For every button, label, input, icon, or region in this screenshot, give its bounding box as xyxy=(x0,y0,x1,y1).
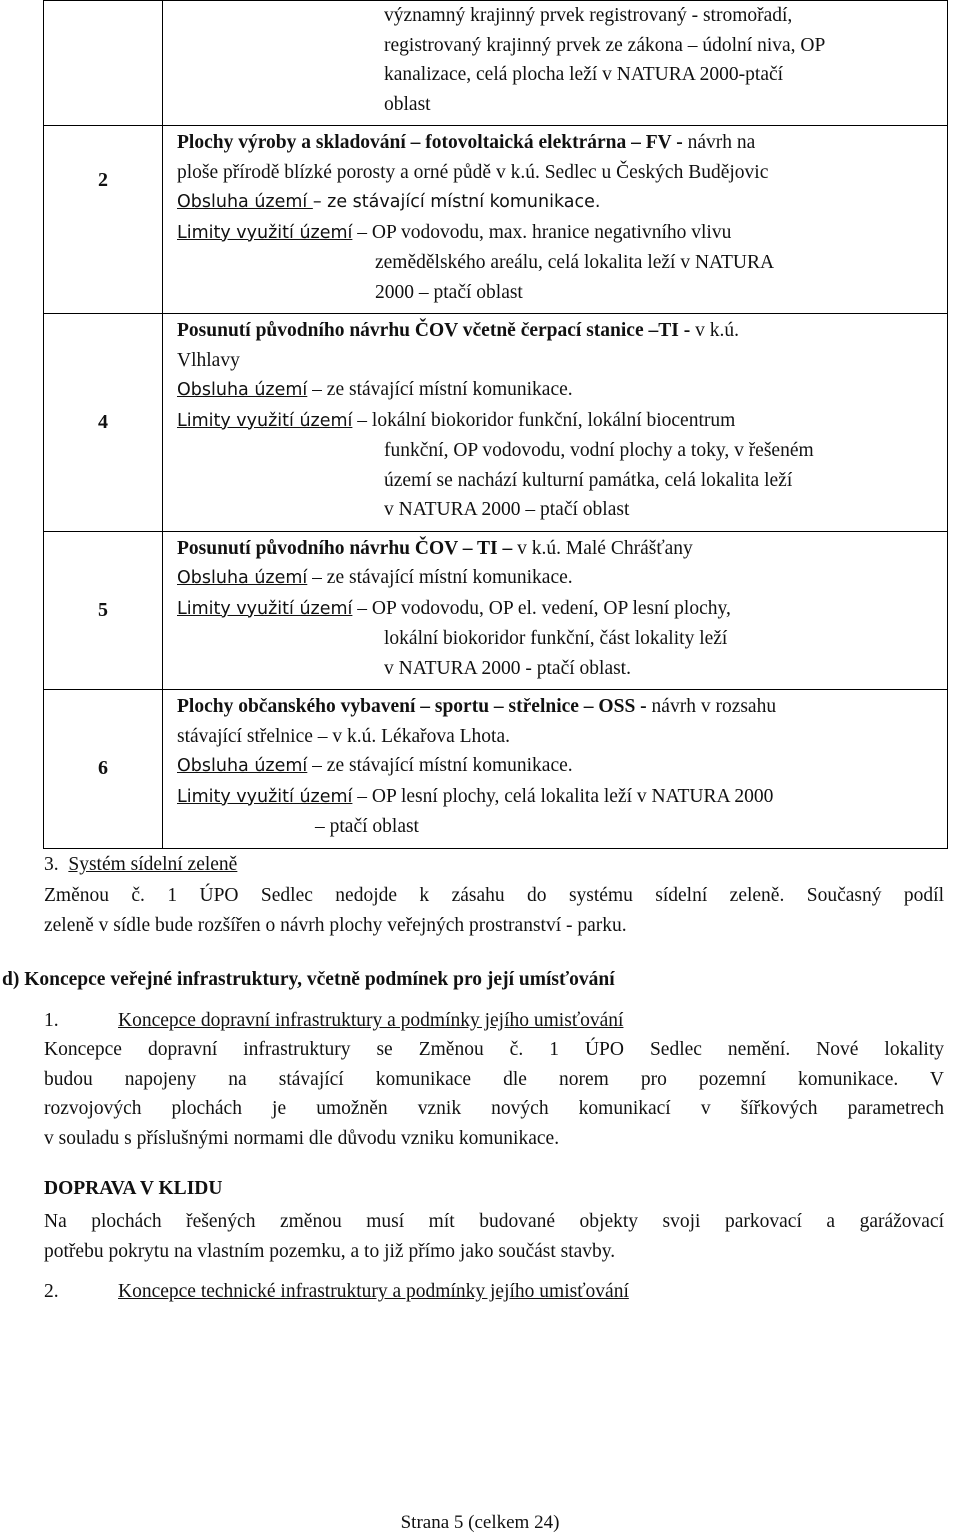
service-line: Obsluha území – ze stávající místní komunikace. xyxy=(177,379,573,400)
text-line: potřebu pokrytu na vlastním pozemku, a to již přímo jako součást stavby. xyxy=(44,1240,616,1262)
table-row xyxy=(44,690,948,849)
limits-line: Limity využití území – OP vodovodu, max. hranice negativního vlivu xyxy=(177,221,732,243)
table-row xyxy=(44,126,948,314)
table-row xyxy=(44,531,948,690)
row-number-cell: 4 xyxy=(44,314,163,532)
service-label: Obsluha území xyxy=(177,380,308,400)
text-line: v NATURA 2000 - ptačí oblast. xyxy=(384,657,631,679)
item-1-title: Koncepce dopravní infrastruktury a podmínky jejího umisťování xyxy=(118,1010,624,1031)
text-line: – ptačí oblast xyxy=(315,816,419,837)
text-line: budou napojeny na stávající komunikace dle norem pro pozemní komunikace. V xyxy=(44,1068,944,1090)
limits-label: Limity využití území xyxy=(177,222,353,243)
text-line: Změnou č. 1 ÚPO Sedlec nedojde k zásahu do systému sídelní zeleně. Současný podíl xyxy=(44,885,944,906)
item-2-title: Koncepce technické infrastruktury a podmínky jejího umisťování xyxy=(118,1281,629,1302)
service-line: Obsluha území – ze stávající místní komunikace. xyxy=(177,192,601,212)
section-3-text xyxy=(44,881,944,940)
text-line: významný krajinný prvek registrovaný - stromořadí, xyxy=(384,5,793,26)
section-3-title: Systém sídelní zeleně xyxy=(68,854,238,875)
row-title: Plochy občanského vybavení – sportu – střelnice – OSS - návrh v rozsahu xyxy=(177,696,777,717)
text-line: rozvojových plochách je umožněn vznik nových komunikací v šířkových parametrech xyxy=(44,1098,944,1119)
service-line: Obsluha území – ze stávající místní komunikace. xyxy=(177,755,573,776)
text-line: Na plochách řešených změnou musí mít budované objekty svoji parkovací a garážovací xyxy=(44,1211,944,1232)
section-3-number: 3. xyxy=(44,854,59,875)
item-1-number: 1. xyxy=(44,1010,59,1031)
text-line: zemědělského areálu, celá lokalita leží v NATURA xyxy=(375,252,775,273)
section-3-heading xyxy=(44,850,237,880)
limits-line: Limity využití území – OP lesní plochy, celá lokalita leží v NATURA 2000 xyxy=(177,785,774,807)
table-row xyxy=(44,314,948,532)
parking-text xyxy=(44,1207,944,1266)
text-line: lokální biokoridor funkční, část lokality leží xyxy=(384,628,728,649)
service-line: Obsluha území – ze stávající místní komunikace. xyxy=(177,567,573,588)
limits-line: Limity využití území – lokální biokoridor funkční, lokální biocentrum xyxy=(177,409,736,431)
page-footer: Strana 5 (celkem 24) xyxy=(400,1512,560,1533)
text-line: v NATURA 2000 – ptačí oblast xyxy=(384,499,630,520)
row-number-cell: 6 xyxy=(44,690,163,849)
item-2-number: 2. xyxy=(44,1281,59,1302)
service-label: Obsluha území xyxy=(177,756,308,776)
limits-line: Limity využití území – OP vodovodu, OP el. vedení, OP lesní plochy, xyxy=(177,597,731,619)
row-text-cell xyxy=(163,690,948,849)
limits-label: Limity využití území xyxy=(177,786,353,807)
limits-label: Limity využití území xyxy=(177,598,353,619)
text-line: území se nachází kulturní památka, celá lokalita leží xyxy=(384,469,793,491)
service-label: Obsluha území xyxy=(177,192,313,212)
row-number-cell: 5 xyxy=(44,531,163,690)
text-line: v souladu s příslušnými normami dle důvodu vzniku komunikace. xyxy=(44,1127,560,1149)
row-title-cont: ploše přírodě blízké porosty a orné půdě v k.ú. Sedlec u Českých Budějovic xyxy=(177,161,769,183)
row-title-cont: Vlhlavy xyxy=(177,349,240,371)
text-line: funkční, OP vodovodu, vodní plochy a toky, v řešeném xyxy=(384,440,814,461)
row-text-cell xyxy=(163,126,948,314)
service-label: Obsluha území xyxy=(177,568,308,588)
text-line: registrovaný krajinný prvek ze zákona – údolní niva, OP xyxy=(384,34,826,56)
row-title: Posunutí původního návrhu ČOV – TI – v k.ú. Malé Chrášťany xyxy=(177,537,693,559)
item-1-text xyxy=(44,1035,944,1153)
zones-table xyxy=(43,0,948,849)
text-line: kanalizace, celá plocha leží v NATURA 2000-ptačí xyxy=(384,64,784,85)
row-text-cell xyxy=(163,314,948,532)
text-line: Koncepce dopravní infrastruktury se Změnou č. 1 ÚPO Sedlec nemění. Nové lokality xyxy=(44,1039,944,1060)
item-1-heading xyxy=(44,1006,624,1036)
row-title-cont: stávající střelnice – v k.ú. Lékařova Lhota. xyxy=(177,725,511,747)
row-number-cell: 2 xyxy=(44,126,163,314)
row-title: Plochy výroby a skladování – fotovoltaická elektrárna – FV - návrh na xyxy=(177,132,756,153)
limits-label: Limity využití území xyxy=(177,410,353,431)
row-text-cell xyxy=(163,531,948,690)
parking-heading: DOPRAVA V KLIDU xyxy=(44,1178,223,1199)
table-row xyxy=(44,1,948,126)
row-number-cell xyxy=(44,1,163,126)
text-line: zeleně v sídle bude rozšířen o návrh plochy veřejných prostranství - parku. xyxy=(44,914,627,936)
section-d-heading: d) Koncepce veřejné infrastruktury, včetně podmínek pro její umísťování xyxy=(2,969,615,990)
item-2-heading xyxy=(44,1277,629,1307)
text-line: 2000 – ptačí oblast xyxy=(375,281,523,303)
row-title: Posunutí původního návrhu ČOV včetně čerpací stanice –TI - v k.ú. xyxy=(177,320,739,341)
row-text-cell xyxy=(163,1,948,126)
text-line: oblast xyxy=(384,93,431,115)
